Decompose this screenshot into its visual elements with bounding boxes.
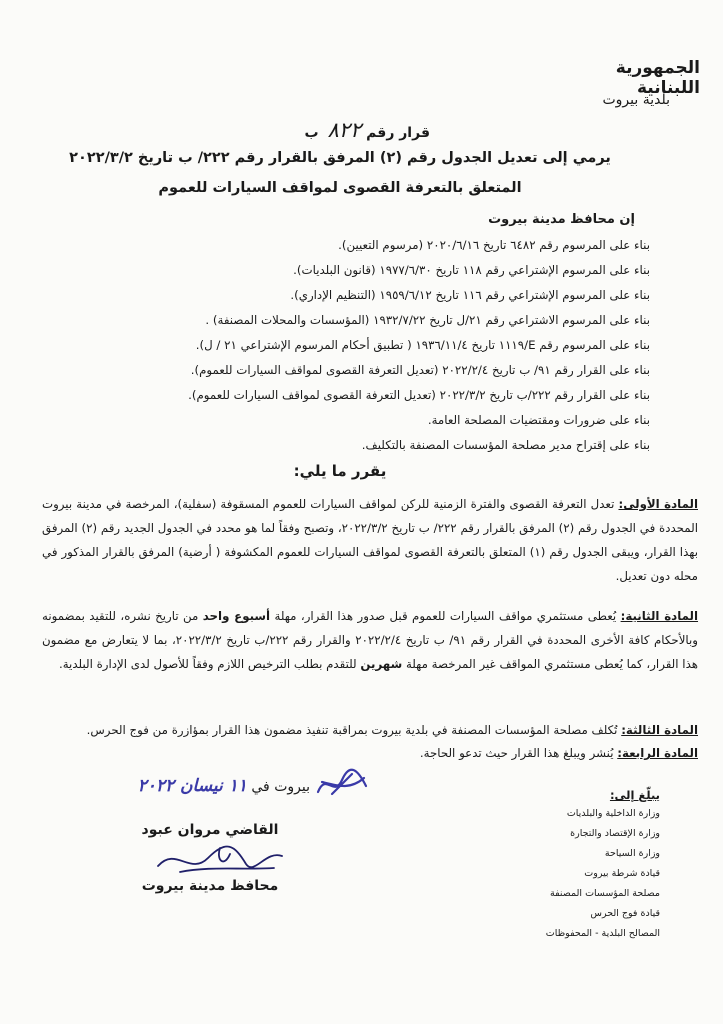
distribution-item: وزارة السياحة xyxy=(604,848,660,859)
distribution-item: المصالح البلدية - المحفوظات xyxy=(545,928,660,939)
basis-line: بناء على المرسوم رقم ٦٤٨٢ تاريخ ٢٠٢٠/٦/١٦ (مرسوم التعيين). xyxy=(338,238,650,252)
place-and-date xyxy=(80,776,310,796)
distribution-heading: يبلّغ إلى: xyxy=(609,788,660,802)
article-second-text-b: من تاريخ نشره، للتقيد بمضمونه وبالأحكام كافة الأخرى المحددة في القرار رقم ٩١/ ب تاريخ ٢٠٢٢/٢/٤ والقرار رقم ٢٢٢/ب تاريخ ٢٠٢٢/٣/٢، بما لا يتعارض مع مضمون هذا القرار، كما يُعطى مستثمري المواقف غير المرخصة مهلة xyxy=(42,609,699,671)
basis-line: بناء على القرار رقم ٩١/ ب تاريخ ٢٠٢٢/٢/٤ (تعديل التعرفة القصوى لمواقف السيارات للعموم). xyxy=(190,363,650,377)
article-fourth-text: يُنشر ويبلغ هذا القرار حيث تدعو الحاجة. xyxy=(419,746,614,760)
article-second-text-a: يُعطى مستثمري مواقف السيارات للعموم قبل صدور هذا القرار، مهلة xyxy=(274,609,617,623)
article-first xyxy=(42,492,698,588)
distribution-item: قيادة فوج الحرس xyxy=(590,908,660,919)
article-fourth-label: المادة الرابعة: xyxy=(617,746,698,760)
decision-number xyxy=(300,118,430,142)
basis-line: بناء على المرسوم الإشتراعي رقم ١١٦ تاريخ ١٩٥٩/٦/١٢ (التنظيم الإداري). xyxy=(290,288,650,302)
decision-number-value: ٨٢٢ xyxy=(327,118,362,142)
decision-number-suffix: ب xyxy=(304,125,319,141)
signature-place: بيروت في xyxy=(251,779,310,795)
basis-line: بناء على القرار رقم ٢٢٢/ب تاريخ ٢٠٢٢/٣/٢ (تعديل التعرفة القصوى لمواقف السيارات للعموم). xyxy=(188,388,650,402)
distribution-item: وزارة الإقتصاد والتجارة xyxy=(570,828,660,839)
basis-line: بناء على المرسوم رقم E/١١١٩ تاريخ ١٩٣٦/١١/٤ ( تطبيق أحكام المرسوم الإشتراعي ٢١ / ل). xyxy=(195,338,650,352)
municipality-heading: بلدية بيروت xyxy=(602,92,670,108)
signatory-name: القاضي مروان عبود xyxy=(141,822,279,838)
official-signature-icon xyxy=(150,836,290,884)
handwritten-date: ١١ نيسان ٢٠٢٢ xyxy=(137,776,247,796)
basis-line: بناء على ضرورات ومقتضيات المصلحة العامة. xyxy=(427,413,650,427)
article-second-bold-months: شهرين xyxy=(360,657,403,671)
initials-signature-icon xyxy=(312,764,372,804)
article-third-label: المادة الثالثة: xyxy=(621,723,698,737)
article-second-text-c: للتقدم بطلب الترخيص اللازم وفقاً للأصول لدى الإدارة البلدية. xyxy=(58,657,357,671)
article-second xyxy=(42,604,698,676)
basis-line: بناء على المرسوم الإشتراعي رقم ١١٨ تاريخ ١٩٧٧/٦/٣٠ (قانون البلديات). xyxy=(293,263,650,277)
basis-line: بناء على إقتراح مدير مصلحة المؤسسات المصنفة بالتكليف. xyxy=(361,438,650,452)
distribution-item: قيادة شرطة بيروت xyxy=(584,868,660,879)
republic-heading: الجمهورية اللبنانية xyxy=(615,58,700,98)
decision-title-line2: المتعلق بالتعرفة القصوى لمواقف السيارات للعموم xyxy=(158,180,522,196)
basis-line: بناء على المرسوم الاشتراعي رقم ٢١/ل تاريخ ١٩٣٢/٧/٢٢ (المؤسسات والمحلات المصنفة) . xyxy=(205,313,650,327)
article-fourth xyxy=(42,741,698,765)
article-first-label: المادة الأولى: xyxy=(618,497,698,511)
signatory-title: محافظ مدينة بيروت xyxy=(141,878,279,894)
governor-intro: إن محافظ مدينة بيروت xyxy=(488,212,635,227)
decision-number-label: قرار رقم xyxy=(366,125,430,141)
article-second-label: المادة الثانية: xyxy=(620,609,699,623)
article-first-text: تعدل التعرفة القصوى والفترة الزمنية للركن لمواقف السيارات للعموم المسقوفة (سفلية)، المرخصة في مدينة بيروت المحددة في الجدول رقم (٢) المرفق بالقرار رقم ٢٢٢/ ب تاريخ ٢٠٢٢/٣/٢، وتصبح وفقاً لما هو محدد في الجدول الجديد رقم (٢) المرفق بهذا القرار، ويبقى الجدول رقم (١) المتعلق بالتعرفة القصوى لمواقف السيارات للعموم المكشوفة ( أرضية) المرفق بالقرار المذكور في محله دون تعديل. xyxy=(42,497,698,583)
decision-title-line1: يرمي إلى تعديل الجدول رقم (٢) المرفق بالقرار رقم ٢٢٢/ ب تاريخ ٢٠٢٢/٣/٢ xyxy=(69,150,611,166)
article-second-bold-week: أسبوع واحد xyxy=(202,609,271,623)
decides-heading: يقرر ما يلي: xyxy=(293,462,387,480)
article-third xyxy=(42,718,698,742)
distribution-item: وزارة الداخلية والبلديات xyxy=(566,808,660,819)
distribution-item: مصلحة المؤسسات المصنفة xyxy=(550,888,660,899)
article-third-text: تُكلف مصلحة المؤسسات المصنفة في بلدية بيروت بمراقبة تنفيذ مضمون هذا القرار بمؤازرة من فوج الحرس. xyxy=(86,723,618,737)
